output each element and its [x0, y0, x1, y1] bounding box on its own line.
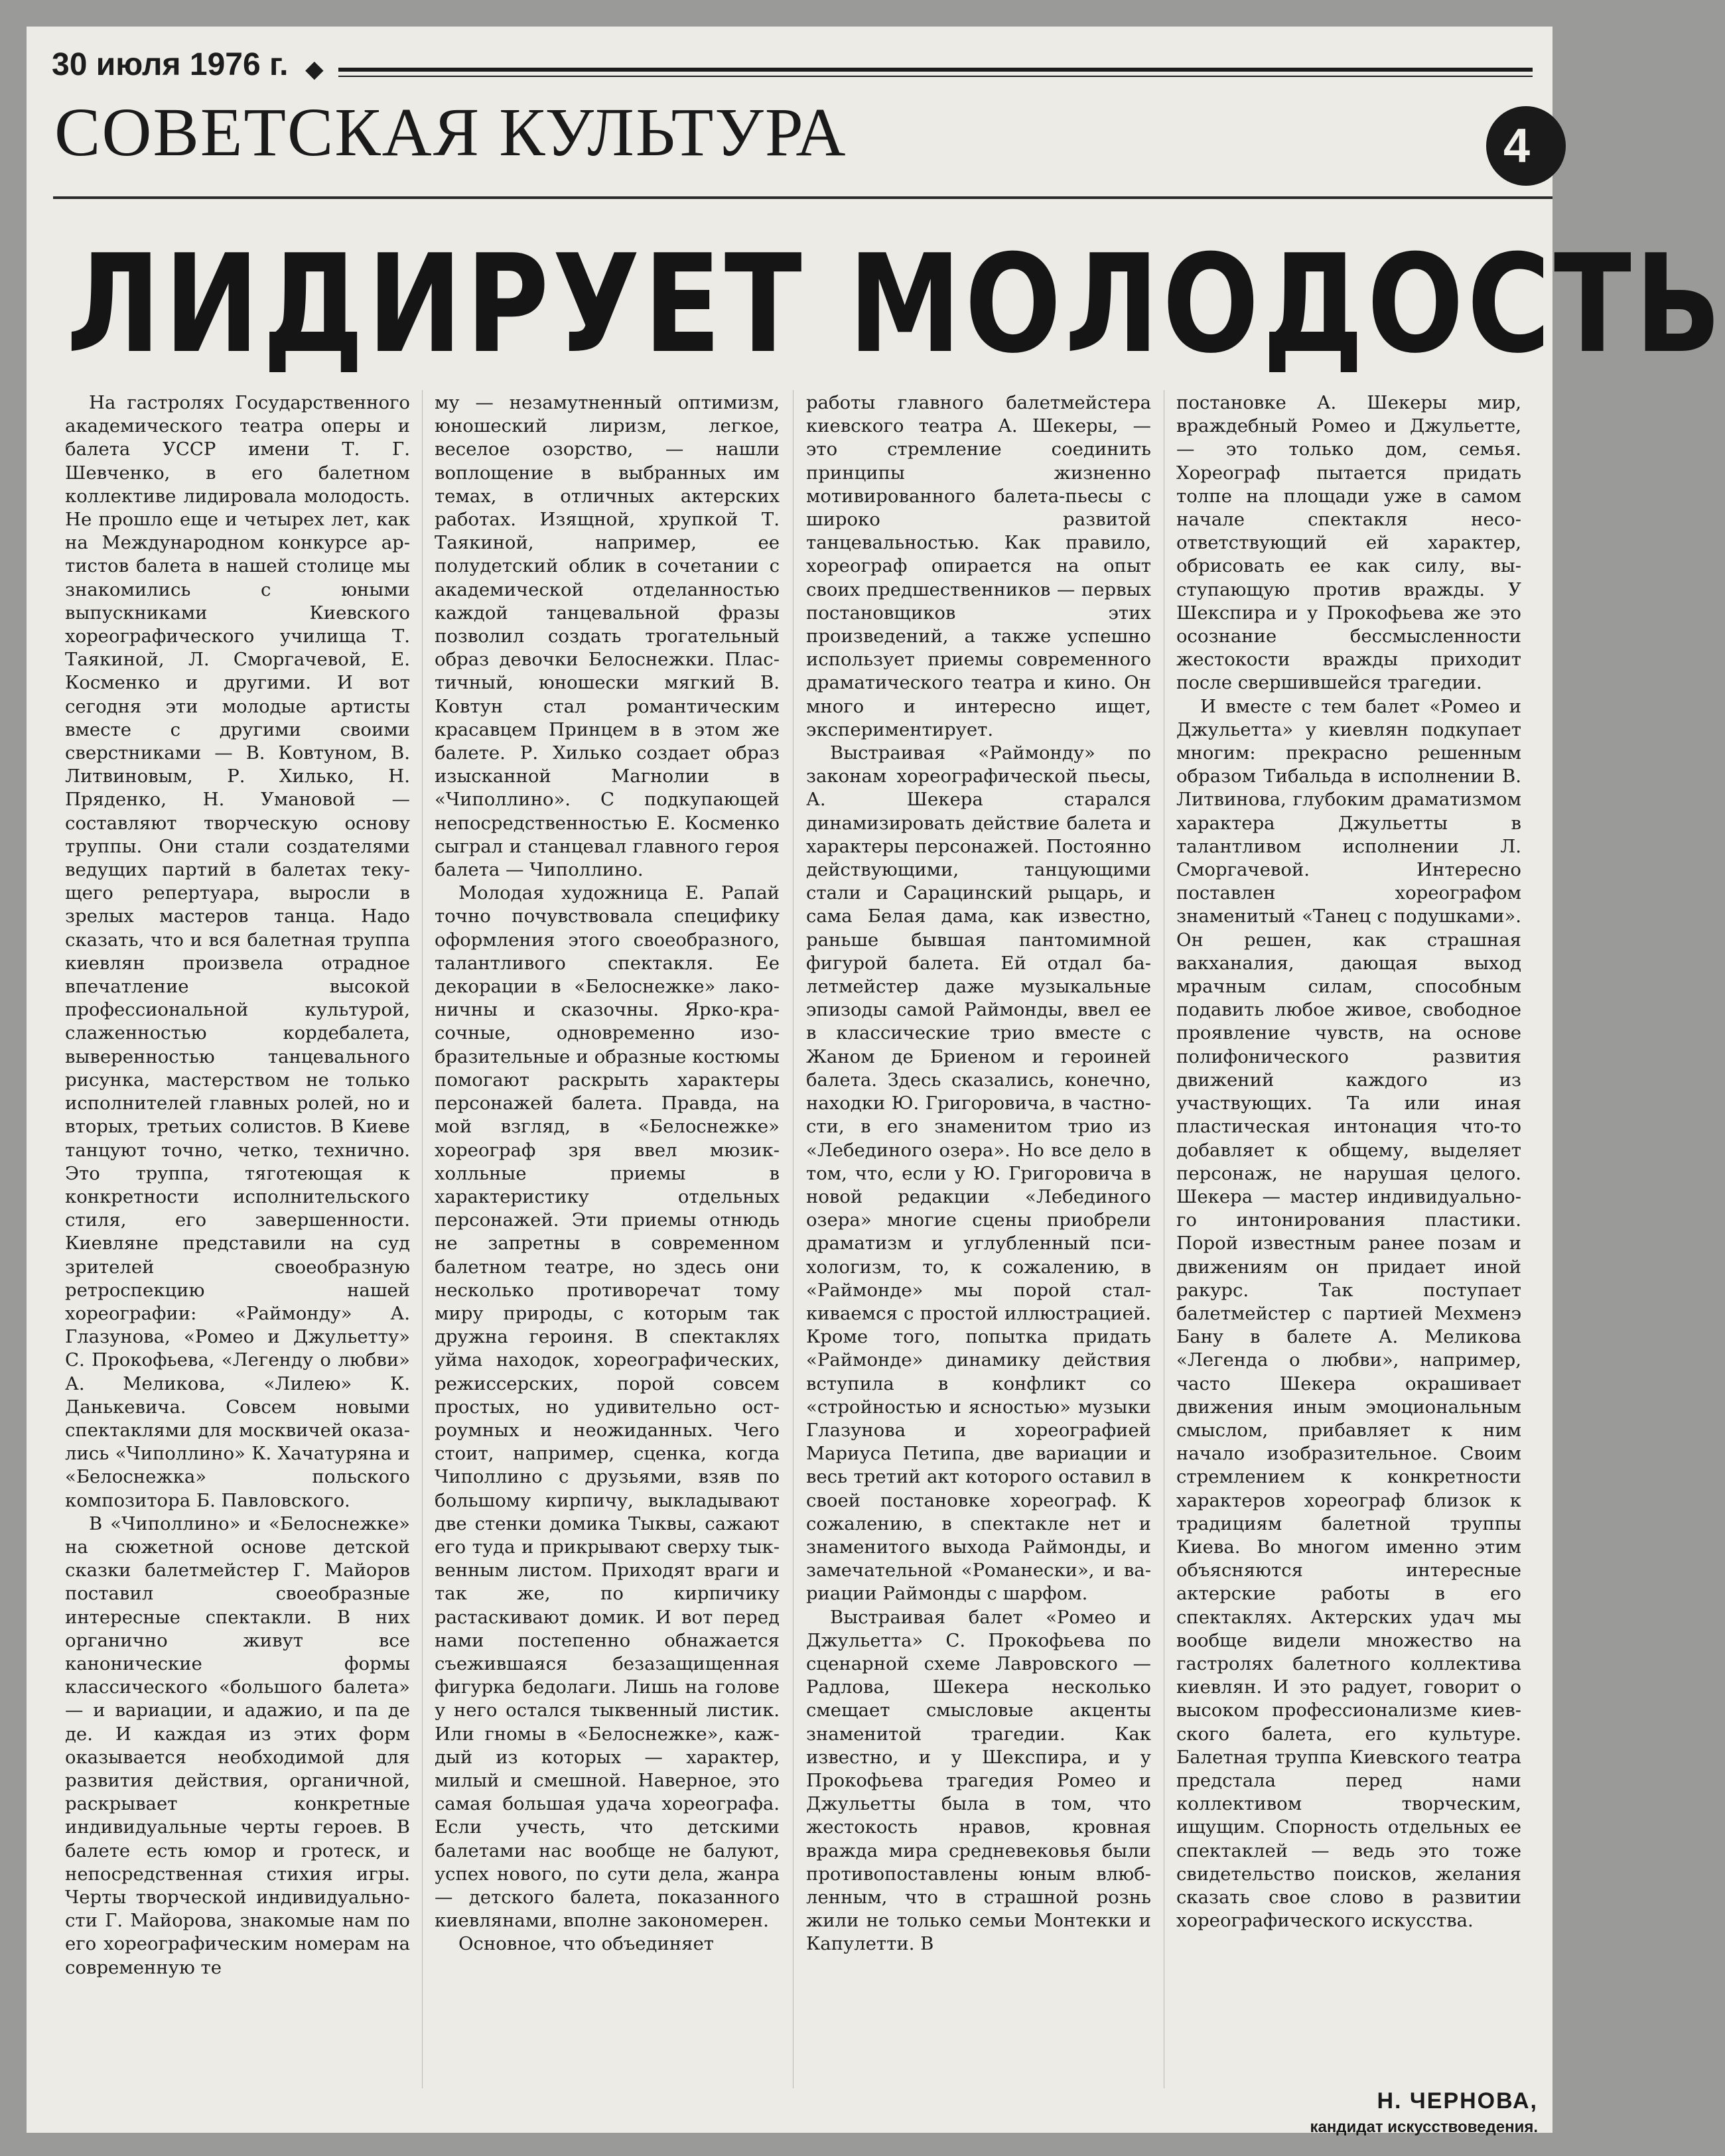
masthead-bottom-rule: [53, 196, 1552, 199]
paragraph: На гастролях Государственного академического театра оперы и балета УССР имени Т. Г. Шевченко, в его балетном коллективе лидировала молодость. Не прошло еще и четырех лет, как на Международном конкурсе артистов балета в нашей столице мы знакомились с юными выпускниками Киевского хореографического училища Т. Таякиной, Л. Сморгачевой, Е. Косменко и другими. И вот сегодня эти молодые артисты вместе с другими своими сверстниками — В. Ковтуном, В. Литвиновым, Р. Хилько, Н. Пряденко, Н. Умановой — составляют творческую основу труппы. Они стали создателями ведущих партий в балетах текущего репертуара, выросли в зрелых мастеров танца. Надо сказать, что и вся балетная труппа киевлян произвела отрадное впечатление высокой профессиональной культурой, слаженностью кордебалета, выверенностью танцевального рисунка, мастерством не только исполнителей главных ролей, но и вторых, третьих солистов. В Киеве танцуют точно, четко, технично. Это труппа, тяготеющая к конкретности исполнительского стиля, его завершенности. Киевляне представили на суд зрителей своеобразную ретроспекцию нашей хореографии: «Раймонду» А. Глазунова, «Ромео и Джульетту» С. Прокофьева, «Легенду о любви» А. Меликова, «Лилею» К. Данькевича. Совсем новыми спектаклями для москвичей оказались «Чиполлино» К. Хачатуряна и «Белоснежка» польского композитора Б. Павловского.: [65, 392, 410, 1511]
article-column-1: [65, 391, 410, 1980]
paragraph: Основное, что объединяет: [458, 1933, 714, 1955]
article-column-3: [806, 391, 1151, 1956]
article-column-4: [1176, 391, 1521, 1932]
article-column-2: [435, 391, 780, 1956]
paragraph: Выстраивая «Раймонду» по законам хореографической пьесы, А. Шекера старался динамизировать действие балета и характеры персонажей. Постоянно действующими, танцующими стали и Сарацинский рыцарь, и сама Белая дама, как известно, раньше бывшая пантомимной фигурой балета. Ей отдал балетмейстер даже музыкальные эпизоды самой Раймонды, ввел ее в классические трио вместе с Жаном де Бриеном и героиней балета. Здесь сказались, конечно, находки Ю. Григоровича, в частности, в его знаменитом трио из «Лебединого озера». Но все дело в том, что, если у Ю. Григоровича в новой редакции «Лебединого озера» многие сцены приобрели драматизм и углубленный психологизм, то, к сожалению, в «Раймонде» мы порой сталкиваемся с простой иллюстрацией. Кроме того, попытка придать «Раймонде» динамику действия вступила в конфликт со «стройностью и ясностью» музыки Глазунова и хореографией Мариуса Петипа, две вариации и весь третий акт которого оставил в своей постановке хореограф. К сожалению, в спектакле нет и знаменитого выхода Раймонды, и замечательной «Романески», и вариации Раймонды с шарфом.: [806, 742, 1151, 1605]
masthead-rule: [338, 68, 1533, 72]
issue-date: 30 июля 1976 г.: [52, 47, 289, 82]
paragraph: работы главного балетмейстера киевского театра А. Шекеры, — это стремление соединить принципы жизненно мотивированного балета-пьесы с широко развитой танцевальностью. Как правило, хореограф опирается на опыт своих предшественников — первых постановщиков этих произведений, а также успешно использует приемы современного драматического театра и кино. Он много и интересно ищет, экспериментирует.: [806, 392, 1151, 740]
newspaper-clipping: [27, 27, 1725, 2136]
column-divider: [793, 390, 794, 2088]
paragraph: му — незамутненный оптимизм, юношеский лиризм, легкое, веселое озорство, — нашли воплощение в выбранных им темах, в отличных актерских работах. Изящной, хрупкой Т. Таякиной, например, ее полудетский облик в сочетании с академической отделанностью каждой танцевальной фразы позволил создать трогательный образ девочки Белоснежки. Пластичный, юношески мягкий В. Ковтун стал романтическим красавцем Принцем в в этом же балете. Р. Хилько создает образ изысканной Магнолии в «Чиполлино». С подкупающей непосредственностью Е. Косменко сыграл и станцевал главного героя балета — Чиполлино.: [435, 392, 780, 881]
column-divider: [422, 390, 423, 2088]
author-name: Н. ЧЕРНОВА,: [1377, 2088, 1538, 2114]
paragraph: Молодая художница Е. Рапай точно почувствовала специфику оформления этого своеобразного, талантливого спектакля. Ее декорации в «Белоснежке» лаконичны и сказочны. Ярко-красочные, одновременно изобразительные и образные костюмы помогают раскрыть характеры персонажей балета. Правда, на мой взгляд, в «Белоснежке» хореограф зря ввел мюзик-холльные приемы в характеристику отдельных персонажей. Эти приемы отнюдь не запретны в современном балетном театре, но здесь они несколько противоречат тому миру природы, с которым так дружна героиня. В спектаклях уйма находок, хореографических, режиссерских, порой совсем простых, но удивительно остроумных и неожиданных. Чего стоит, например, сценка, когда Чиполлино с друзьями, взяв по большому кирпичу, выкладывают две стенки домика Тыквы, сажают его туда и прикрывают сверху тыквенным листом. Приходят враги и так же, по кирпичику растаскивают домик. И вот перед нами постепенно обнажается съежившаяся безазащищенная фигурка бедолаги. Лишь на голове у него остался тыквенный листик. Или гномы в «Белоснежке», каждый из которых — характер, милый и смешной. Наверное, это самая большая удача хореографа. Если учесть, что детскими балетами нас вообще не балуют, успех нового, по сути дела, жанра — детского балета, показанного киевлянами, вполне закономерен.: [435, 882, 780, 1932]
author-title: кандидат искусствоведения.: [1310, 2118, 1538, 2136]
diamond-ornament-icon: ◆: [305, 56, 324, 83]
paragraph: И вместе с тем балет «Ромео и Джульетта» у киевлян подкупает многим: прекрасно решенным образом Тибальда в исполнении В. Литвинова, глубоким драматизмом характера Джульетты в талантливом исполнении Л. Сморгачевой. Интересно поставлен хореографом знаменитый «Танец с подушками». Он решен, как страшная вакханалия, дающая выход мрачным силам, способным подавить любое живое, свободное проявление чувств, на основе полифонического развития движений каждого из участвующих. Та или иная пластическая интонация что-то добавляет к общему, выделяет персонаж, не нарушая целого. Шекера — мастер индивидуального интонирования пластики. Порой известным ранее позам и движениям он придает иной ракурс. Так поступает балетмейстер с партией Мехменэ Бану в балете А. Меликова «Легенда о любви», например, часто Шекера окрашивает движения иным эмоциональным смыслом, прибавляет к ним начало изобразительное. Своим стремлением к конкретности характеров хореограф близок к традициям балетной труппы Киева. Во многом именно этим объясняются интересные актерские работы в его спектаклях. Актерских удач мы вообще видели множество на гастролях балетного коллектива киевлян. И это радует, говорит о высоком профессионализме киевского балета, его культуре. Балетная труппа Киевского театра предстала перед нами коллективом творческим, ищущим. Спорность отдельных ее спектаклей — ведь это тоже свидетельство поисков, желания сказать свое слово в развитии хореографического искусства.: [1176, 695, 1521, 1932]
author-byline: [1286, 2088, 1538, 2137]
masthead-rule-thin: [338, 76, 1533, 77]
paragraph: Выстраивая балет «Ромео и Джульетта» С. Прокофьева по сценарной схеме Лавровского — Радлова, Шекера несколько смещает смысловые акценты знаменитой трагедии. Как известно, и у Шекспира, и у Прокофьева трагедия Ромео и Джульетты была в том, что жестокость нравов, кровная вражда мира средневековья были противопоставлены юным влюбленным, что в страшной рознь жили не только семьи Монтекки и Капулетти. В: [806, 1606, 1151, 1955]
newspaper-title: СОВЕТСКАЯ КУЛЬТУРА: [54, 94, 847, 170]
page-number-badge: 4: [1486, 106, 1566, 186]
article-headline: ЛИДИРУЕТ МОЛОДОСТЬ: [66, 226, 1725, 383]
paragraph: В «Чиполлино» и «Белоснежке» на сюжетной основе детской сказки балетмейстер Г. Майоров поставил своеобразные интересные спектакли. В них органично живут все канонические формы классического «большого балета» — и вариации, и адажио, и па де де. И каждая из этих форм оказывается необходимой для развития действия, органичной, раскрывает конкретные индивидуальные черты героев. В балете есть юмор и гротеск, и непосредственная стихия игры. Черты творческой индивидуальности Г. Майорова, знакомые нам по его хореографическим номерам на современную те: [65, 1513, 410, 1978]
paragraph: постановке А. Шекеры мир, враждебный Ромео и Джульетте, — это только дом, семья. Хореограф пытается придать толпе на площади уже в самом начале спектакля несоответствующий ей характер, обрисовать ее как силу, выступающую против вражды. У Шекспира и у Прокофьева же это осознание бессмысленности жестокости вражды приходит после свершившейся трагедии.: [1176, 392, 1521, 694]
